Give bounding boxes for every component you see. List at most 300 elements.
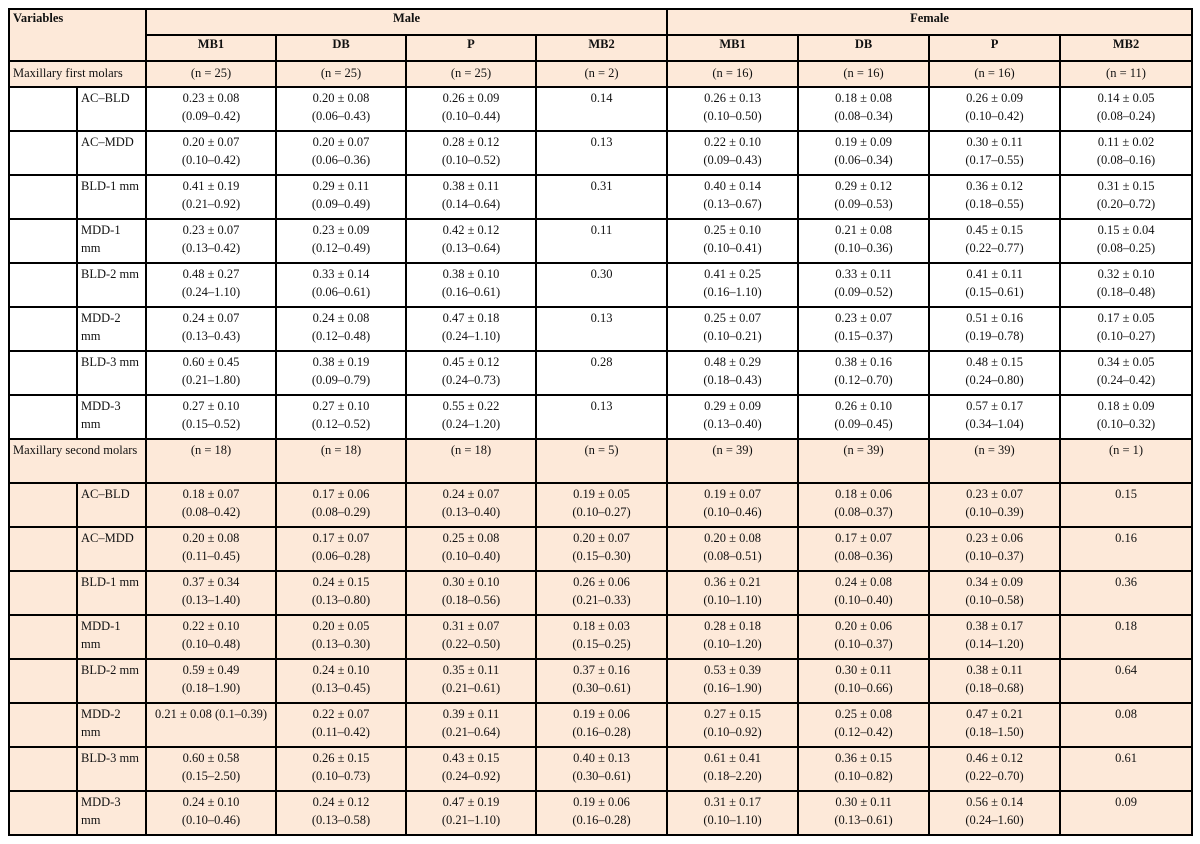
range-text: (0.11–0.42) — [312, 724, 370, 739]
mean-sd-text: 0.19 ± 0.07 — [704, 487, 761, 501]
mean-sd-text: 0.35 ± 0.11 — [442, 663, 500, 677]
value-cell — [798, 131, 929, 175]
range-text: (0.13–0.80) — [311, 592, 371, 607]
range-text: (0.21–1.80) — [181, 372, 241, 387]
value-cell — [667, 395, 798, 439]
value-cell — [929, 351, 1060, 395]
range-text: (0.15–0.52) — [181, 416, 241, 431]
mean-sd-text: 0.17 ± 0.06 — [312, 487, 370, 501]
range-text: (0.24–1.10) — [441, 328, 501, 343]
indent-cell — [9, 703, 77, 747]
mean-sd-text: 0.46 ± 0.12 — [966, 751, 1023, 765]
range-text: (0.08–0.25) — [1096, 240, 1156, 255]
range-text: (0.09–0.42) — [181, 108, 241, 123]
range-text: (0.11–0.45) — [182, 548, 240, 563]
mean-sd-text: 0.08 — [1115, 707, 1137, 721]
range-text: (0.10–0.36) — [834, 240, 893, 255]
mean-sd-text: 0.30 ± 0.11 — [966, 135, 1023, 149]
mean-sd-text: 0.21 ± 0.08 (0.1–0.39) — [154, 707, 268, 721]
range-text: (0.10–0.27) — [1096, 328, 1156, 343]
range-text: (0.10–0.37) — [834, 636, 893, 651]
value-cell — [146, 395, 276, 439]
range-text: (0.22–0.70) — [965, 768, 1024, 783]
value-cell — [667, 615, 798, 659]
range-text: (0.10–0.92) — [703, 724, 762, 739]
mean-sd-text: 0.22 ± 0.07 — [312, 707, 370, 721]
value-cell — [406, 263, 536, 307]
mean-sd-text: 0.40 ± 0.13 — [573, 751, 630, 765]
range-text: (0.12–0.70) — [834, 372, 893, 387]
mean-sd-text: 0.27 ± 0.10 — [182, 399, 240, 413]
sample-size-cell: (n = 39) — [798, 439, 929, 483]
value-cell — [276, 571, 406, 615]
mean-sd-text: 0.40 ± 0.14 — [704, 179, 761, 193]
range-text: (0.18–0.56) — [441, 592, 501, 607]
mean-sd-text: 0.25 ± 0.07 — [704, 311, 761, 325]
range-text: (0.21–0.61) — [441, 680, 501, 695]
value-cell — [798, 483, 929, 527]
table-row — [9, 263, 1192, 307]
range-text: (0.06–0.28) — [311, 548, 371, 563]
range-text: (0.18–0.43) — [703, 372, 762, 387]
range-text: (0.18–2.20) — [703, 768, 762, 783]
mean-sd-text: 0.61 — [1115, 751, 1137, 765]
value-cell — [536, 747, 667, 791]
group-row — [9, 61, 1192, 87]
mean-sd-text: 0.20 ± 0.08 — [312, 91, 370, 105]
value-cell — [667, 703, 798, 747]
value-cell — [1060, 351, 1192, 395]
range-text: (0.13–0.58) — [311, 812, 371, 827]
range-text: (0.24–0.42) — [1096, 372, 1156, 387]
range-text: (0.10–0.42) — [181, 152, 241, 167]
range-text: (0.13–0.43) — [181, 328, 241, 343]
table-row — [9, 395, 1192, 439]
group-label: Maxillary first molars — [9, 61, 146, 87]
range-text: (0.15–0.25) — [572, 636, 631, 651]
range-text: (0.13–0.40) — [703, 416, 762, 431]
mean-sd-text: 0.31 ± 0.15 — [1097, 179, 1155, 193]
value-cell — [406, 395, 536, 439]
value-cell — [929, 395, 1060, 439]
value-cell — [1060, 703, 1192, 747]
value-cell — [1060, 571, 1192, 615]
range-text: (0.08–0.37) — [834, 504, 893, 519]
value-cell — [929, 219, 1060, 263]
value-cell — [276, 615, 406, 659]
table-row — [9, 219, 1192, 263]
range-text: (0.18–0.48) — [1096, 284, 1156, 299]
value-cell — [276, 527, 406, 571]
indent-cell — [9, 527, 77, 571]
range-text: (0.24–0.92) — [441, 768, 501, 783]
mean-sd-text: 0.11 ± 0.02 — [1097, 135, 1155, 149]
mean-sd-text: 0.38 ± 0.11 — [966, 663, 1023, 677]
value-cell — [536, 263, 667, 307]
mean-sd-text: 0.25 ± 0.08 — [442, 531, 500, 545]
mean-sd-text: 0.30 ± 0.11 — [835, 663, 892, 677]
indent-cell — [9, 175, 77, 219]
variable-label: MDD-2 mm — [77, 307, 146, 351]
range-text: (0.13–0.61) — [834, 812, 893, 827]
value-cell — [276, 131, 406, 175]
variable-label: MDD-3 mm — [77, 395, 146, 439]
column-header: P — [929, 35, 1060, 61]
mean-sd-text: 0.17 ± 0.07 — [835, 531, 892, 545]
value-cell — [406, 747, 536, 791]
mean-sd-text: 0.61 ± 0.41 — [704, 751, 761, 765]
value-cell — [276, 87, 406, 131]
value-cell — [536, 703, 667, 747]
mean-sd-text: 0.29 ± 0.09 — [704, 399, 761, 413]
mean-sd-text: 0.26 ± 0.09 — [442, 91, 500, 105]
indent-cell — [9, 571, 77, 615]
variable-label: BLD-1 mm — [77, 571, 146, 615]
value-cell — [406, 483, 536, 527]
mean-sd-text: 0.24 ± 0.12 — [312, 795, 370, 809]
mean-sd-text: 0.23 ± 0.07 — [966, 487, 1023, 501]
mean-sd-text: 0.15 ± 0.04 — [1097, 223, 1155, 237]
value-cell — [667, 747, 798, 791]
mean-sd-text: 0.38 ± 0.19 — [312, 355, 370, 369]
range-text: (0.21–1.10) — [441, 812, 501, 827]
range-text: (0.13–0.64) — [441, 240, 501, 255]
mean-sd-text: 0.28 — [590, 355, 613, 369]
value-cell — [929, 87, 1060, 131]
value-cell — [667, 87, 798, 131]
mean-sd-text: 0.25 ± 0.10 — [704, 223, 761, 237]
mean-sd-text: 0.20 ± 0.06 — [835, 619, 892, 633]
table-row — [9, 351, 1192, 395]
mean-sd-text: 0.24 ± 0.10 — [312, 663, 370, 677]
mean-sd-text: 0.41 ± 0.19 — [182, 179, 240, 193]
results-table — [8, 8, 1193, 836]
mean-sd-text: 0.29 ± 0.11 — [312, 179, 370, 193]
range-text: (0.22–0.77) — [965, 240, 1024, 255]
indent-cell — [9, 87, 77, 131]
range-text: (0.15–2.50) — [181, 768, 241, 783]
value-cell — [1060, 175, 1192, 219]
value-cell — [146, 263, 276, 307]
mean-sd-text: 0.60 ± 0.45 — [182, 355, 240, 369]
value-cell — [146, 703, 276, 747]
mean-sd-text: 0.18 ± 0.03 — [573, 619, 630, 633]
value-cell — [406, 351, 536, 395]
value-cell — [798, 527, 929, 571]
value-cell — [798, 395, 929, 439]
value-cell — [406, 659, 536, 703]
range-text: (0.09–0.45) — [834, 416, 893, 431]
range-text: (0.10–0.48) — [181, 636, 241, 651]
value-cell — [1060, 263, 1192, 307]
indent-cell — [9, 747, 77, 791]
mean-sd-text: 0.13 — [590, 311, 613, 325]
range-text: (0.09–0.52) — [834, 284, 893, 299]
value-cell — [146, 131, 276, 175]
value-cell — [276, 703, 406, 747]
value-cell — [536, 131, 667, 175]
range-text: (0.21–0.92) — [181, 196, 241, 211]
sample-size-cell: (n = 18) — [276, 439, 406, 483]
value-cell — [798, 307, 929, 351]
variable-label: BLD-2 mm — [77, 263, 146, 307]
range-text: (0.06–0.61) — [311, 284, 371, 299]
mean-sd-text: 0.30 ± 0.10 — [442, 575, 500, 589]
value-cell — [798, 175, 929, 219]
mean-sd-text: 0.57 ± 0.17 — [966, 399, 1023, 413]
range-text: (0.19–0.78) — [965, 328, 1024, 343]
range-text: (0.21–0.33) — [572, 592, 631, 607]
column-header: MB1 — [667, 35, 798, 61]
mean-sd-text: 0.38 ± 0.17 — [966, 619, 1023, 633]
variable-label: AC–MDD — [77, 527, 146, 571]
value-cell — [276, 307, 406, 351]
value-cell — [146, 307, 276, 351]
range-text: (0.08–0.51) — [703, 548, 762, 563]
value-cell — [406, 703, 536, 747]
range-text: (0.10–0.44) — [441, 108, 501, 123]
mean-sd-text: 0.16 — [1115, 531, 1137, 545]
value-cell — [406, 615, 536, 659]
value-cell — [146, 483, 276, 527]
range-text: (0.08–0.29) — [311, 504, 371, 519]
variable-label: AC–BLD — [77, 87, 146, 131]
mean-sd-text: 0.26 ± 0.09 — [966, 91, 1023, 105]
range-text: (0.24–0.80) — [965, 372, 1024, 387]
group-row — [9, 439, 1192, 483]
table-row — [9, 527, 1192, 571]
value-cell — [536, 307, 667, 351]
value-cell — [667, 219, 798, 263]
male-header: Male — [146, 9, 667, 35]
range-text: (0.16–1.10) — [703, 284, 762, 299]
value-cell — [276, 659, 406, 703]
value-cell — [929, 659, 1060, 703]
range-text: (0.08–0.16) — [1096, 152, 1156, 167]
mean-sd-text: 0.26 ± 0.15 — [312, 751, 370, 765]
mean-sd-text: 0.39 ± 0.11 — [442, 707, 500, 721]
mean-sd-text: 0.24 ± 0.10 — [182, 795, 240, 809]
range-text: (0.21–0.64) — [441, 724, 501, 739]
value-cell — [929, 263, 1060, 307]
mean-sd-text: 0.20 ± 0.07 — [312, 135, 370, 149]
value-cell — [146, 747, 276, 791]
mean-sd-text: 0.41 ± 0.25 — [704, 267, 761, 281]
mean-sd-text: 0.23 ± 0.08 — [182, 91, 240, 105]
range-text: (0.10–0.52) — [441, 152, 501, 167]
variable-label: BLD-3 mm — [77, 351, 146, 395]
range-text: (0.09–0.53) — [834, 196, 893, 211]
mean-sd-text: 0.38 ± 0.16 — [835, 355, 892, 369]
indent-cell — [9, 131, 77, 175]
range-text: (0.16–0.28) — [572, 812, 631, 827]
value-cell — [667, 791, 798, 835]
female-header: Female — [667, 9, 1192, 35]
range-text: (0.18–1.50) — [965, 724, 1024, 739]
header-row-2 — [9, 35, 1192, 61]
variables-header: Variables — [9, 9, 146, 61]
mean-sd-text: 0.11 — [590, 223, 613, 237]
mean-sd-text: 0.36 — [1115, 575, 1137, 589]
range-text: (0.10–0.21) — [703, 328, 762, 343]
value-cell — [1060, 219, 1192, 263]
mean-sd-text: 0.24 ± 0.07 — [182, 311, 240, 325]
variable-label: AC–MDD — [77, 131, 146, 175]
range-text: (0.10–1.20) — [703, 636, 762, 651]
mean-sd-text: 0.23 ± 0.06 — [966, 531, 1023, 545]
mean-sd-text: 0.13 — [590, 135, 613, 149]
mean-sd-text: 0.24 ± 0.15 — [312, 575, 370, 589]
value-cell — [276, 483, 406, 527]
sample-size-cell: (n = 25) — [146, 61, 276, 87]
range-text: (0.18–0.55) — [965, 196, 1024, 211]
value-cell — [798, 87, 929, 131]
range-text: (0.08–0.24) — [1096, 108, 1156, 123]
mean-sd-text: 0.26 ± 0.13 — [704, 91, 761, 105]
mean-sd-text: 0.32 ± 0.10 — [1097, 267, 1155, 281]
range-text: (0.30–0.61) — [572, 768, 631, 783]
value-cell — [798, 263, 929, 307]
value-cell — [276, 791, 406, 835]
mean-sd-text: 0.26 ± 0.10 — [835, 399, 892, 413]
value-cell — [929, 703, 1060, 747]
mean-sd-text: 0.29 ± 0.12 — [835, 179, 892, 193]
mean-sd-text: 0.47 ± 0.21 — [966, 707, 1023, 721]
range-text: (0.09–0.43) — [703, 152, 762, 167]
range-text: (0.17–0.55) — [965, 152, 1024, 167]
table-row — [9, 131, 1192, 175]
mean-sd-text: 0.33 ± 0.14 — [312, 267, 370, 281]
value-cell — [536, 351, 667, 395]
mean-sd-text: 0.19 ± 0.06 — [573, 795, 630, 809]
range-text: (0.15–0.37) — [834, 328, 893, 343]
range-text: (0.10–0.82) — [834, 768, 893, 783]
mean-sd-text: 0.48 ± 0.29 — [704, 355, 761, 369]
value-cell — [146, 791, 276, 835]
sample-size-cell: (n = 18) — [406, 439, 536, 483]
value-cell — [146, 351, 276, 395]
mean-sd-text: 0.36 ± 0.21 — [704, 575, 761, 589]
value-cell — [146, 87, 276, 131]
mean-sd-text: 0.17 ± 0.05 — [1097, 311, 1155, 325]
value-cell — [1060, 615, 1192, 659]
value-cell — [929, 483, 1060, 527]
value-cell — [536, 791, 667, 835]
range-text: (0.13–0.67) — [703, 196, 762, 211]
mean-sd-text: 0.48 ± 0.27 — [182, 267, 240, 281]
value-cell — [146, 571, 276, 615]
value-cell — [1060, 131, 1192, 175]
table-row — [9, 571, 1192, 615]
mean-sd-text: 0.56 ± 0.14 — [966, 795, 1023, 809]
table-row — [9, 615, 1192, 659]
sample-size-cell: (n = 5) — [536, 439, 667, 483]
range-text: (0.06–0.43) — [311, 108, 371, 123]
range-text: (0.06–0.34) — [834, 152, 893, 167]
indent-cell — [9, 791, 77, 835]
sample-size-cell: (n = 16) — [798, 61, 929, 87]
variable-label: AC–BLD — [77, 483, 146, 527]
table-row — [9, 175, 1192, 219]
value-cell — [1060, 483, 1192, 527]
range-text: (0.20–0.72) — [1096, 196, 1156, 211]
range-text: (0.18–0.68) — [965, 680, 1024, 695]
sample-size-cell: (n = 39) — [929, 439, 1060, 483]
value-cell — [536, 659, 667, 703]
value-cell — [667, 263, 798, 307]
table-row — [9, 703, 1192, 747]
value-cell — [929, 175, 1060, 219]
range-text: (0.10–0.32) — [1096, 416, 1156, 431]
mean-sd-text: 0.24 ± 0.08 — [312, 311, 370, 325]
range-text: (0.08–0.36) — [834, 548, 893, 563]
mean-sd-text: 0.47 ± 0.18 — [442, 311, 500, 325]
value-cell — [798, 791, 929, 835]
range-text: (0.13–0.30) — [311, 636, 371, 651]
range-text: (0.15–0.61) — [965, 284, 1024, 299]
mean-sd-text: 0.37 ± 0.16 — [573, 663, 630, 677]
variable-label: BLD-3 mm — [77, 747, 146, 791]
range-text: (0.10–1.10) — [703, 812, 762, 827]
value-cell — [276, 395, 406, 439]
mean-sd-text: 0.37 ± 0.34 — [182, 575, 240, 589]
range-text: (0.10–0.50) — [703, 108, 762, 123]
value-cell — [667, 175, 798, 219]
value-cell — [798, 219, 929, 263]
value-cell — [406, 87, 536, 131]
value-cell — [146, 175, 276, 219]
range-text: (0.10–0.37) — [965, 548, 1024, 563]
value-cell — [406, 307, 536, 351]
mean-sd-text: 0.17 ± 0.07 — [312, 531, 370, 545]
sample-size-cell: (n = 11) — [1060, 61, 1192, 87]
range-text: (0.16–0.28) — [572, 724, 631, 739]
table-row — [9, 483, 1192, 527]
mean-sd-text: 0.30 ± 0.11 — [835, 795, 892, 809]
mean-sd-text: 0.27 ± 0.15 — [704, 707, 761, 721]
mean-sd-text: 0.28 ± 0.18 — [704, 619, 761, 633]
mean-sd-text: 0.26 ± 0.06 — [573, 575, 630, 589]
mean-sd-text: 0.45 ± 0.12 — [442, 355, 500, 369]
variable-label: MDD-1 mm — [77, 219, 146, 263]
range-text: (0.16–1.90) — [703, 680, 762, 695]
value-cell — [276, 263, 406, 307]
value-cell — [929, 131, 1060, 175]
value-cell — [536, 219, 667, 263]
sample-size-cell: (n = 18) — [146, 439, 276, 483]
value-cell — [667, 571, 798, 615]
table-row — [9, 87, 1192, 131]
range-text: (0.10–0.39) — [965, 504, 1024, 519]
table-row — [9, 307, 1192, 351]
mean-sd-text: 0.47 ± 0.19 — [442, 795, 500, 809]
range-text: (0.24–1.20) — [441, 416, 501, 431]
mean-sd-text: 0.45 ± 0.15 — [966, 223, 1023, 237]
sample-size-cell: (n = 2) — [536, 61, 667, 87]
mean-sd-text: 0.36 ± 0.15 — [835, 751, 892, 765]
range-text: (0.12–0.48) — [311, 328, 371, 343]
value-cell — [798, 703, 929, 747]
value-cell — [798, 571, 929, 615]
mean-sd-text: 0.19 ± 0.09 — [835, 135, 892, 149]
mean-sd-text: 0.18 ± 0.06 — [835, 487, 892, 501]
variable-label: MDD-3 mm — [77, 791, 146, 835]
mean-sd-text: 0.23 ± 0.07 — [835, 311, 892, 325]
range-text: (0.24–0.73) — [441, 372, 501, 387]
mean-sd-text: 0.28 ± 0.12 — [442, 135, 500, 149]
range-text: (0.13–1.40) — [181, 592, 241, 607]
mean-sd-text: 0.31 ± 0.17 — [704, 795, 761, 809]
